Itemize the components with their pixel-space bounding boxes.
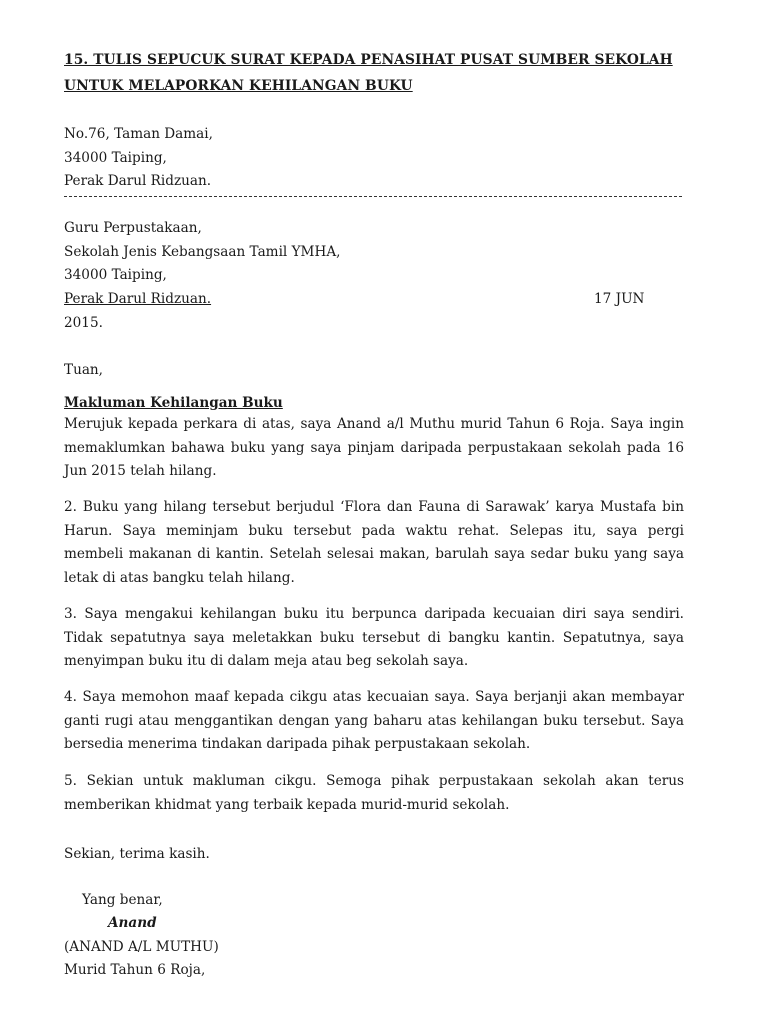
- paragraph-line: menyimpan buku itu di dalam meja atau beg sekolah saya.: [64, 653, 469, 669]
- paragraph-line: ganti rugi atau menggantikan dengan yang baharu atas kehilangan buku tersebut. Saya: [64, 712, 684, 729]
- paragraph-line: Harun. Saya meminjam buku tersebut pada waktu rehat. Selepas itu, saya pergi: [64, 522, 684, 539]
- paragraph-line: memberikan khidmat yang terbaik kepada murid-murid sekolah.: [64, 796, 510, 813]
- paragraph-line: 5. Sekian untuk makluman cikgu. Semoga pihak perpustakaan sekolah akan terus: [64, 773, 684, 789]
- paragraph-line: bersedia menerima tindakan daripada pihak perpustakaan sekolah.: [64, 736, 531, 752]
- document-title-line-1: 15. TULIS SEPUCUK SURAT KEPADA PENASIHAT PUSAT SUMBER SEKOLAH: [64, 52, 673, 68]
- salutation: Tuan,: [64, 362, 104, 378]
- class-line: Murid Tahun 6 Roja,: [64, 962, 206, 978]
- sender-address-line-1: No.76, Taman Damai,: [64, 126, 213, 142]
- paragraph-line: 3. Saya mengakui kehilangan buku itu berpunca daripada kecuaian diri saya sendiri.: [64, 606, 684, 622]
- full-name: (ANAND A/L MUTHU): [64, 939, 219, 955]
- document-title-line-2: UNTUK MELAPORKAN KEHILANGAN BUKU: [64, 78, 413, 94]
- paragraph-line: letak di atas bangku telah hilang.: [64, 569, 295, 586]
- letter-date-year: 2015.: [64, 315, 103, 331]
- recipient-address-line-2: Sekolah Jenis Kebangsaan Tamil YMHA,: [64, 244, 341, 260]
- signoff: Yang benar,: [82, 892, 163, 908]
- sender-address-line-3: Perak Darul Ridzuan.: [64, 173, 212, 189]
- sender-address-line-2: 34000 Taiping,: [64, 150, 167, 166]
- paragraph-3: [64, 603, 684, 674]
- paragraph-line: memaklumkan bahawa buku yang saya pinjam daripada perpustakaan sekolah pada 16: [64, 439, 684, 456]
- paragraph-line: 4. Saya memohon maaf kepada cikgu atas kecuaian saya. Saya berjanji akan membayar: [64, 689, 684, 705]
- paragraph-line: membeli makanan di kantin. Setelah selesai makan, barulah saya sedar buku yang saya: [64, 546, 684, 562]
- paragraph-4: [64, 686, 684, 757]
- closing-line: Sekian, terima kasih.: [64, 846, 210, 862]
- letter-subject: Makluman Kehilangan Buku: [64, 395, 283, 411]
- paragraph-line: Merujuk kepada perkara di atas, saya Anand a/l Muthu murid Tahun 6 Roja. Saya ingin: [64, 416, 684, 432]
- paragraph-5: [64, 770, 684, 817]
- signature: Anand: [108, 915, 157, 931]
- paragraph-2: [64, 496, 684, 590]
- paragraph-1: [64, 413, 684, 484]
- recipient-address-line-4: Perak Darul Ridzuan.: [64, 291, 212, 307]
- separator-line: [64, 196, 682, 197]
- recipient-address-line-1: Guru Perpustakaan,: [64, 220, 202, 236]
- paragraph-line: Tidak sepatutnya saya meletakkan buku tersebut di bangku kantin. Sepatutnya, saya: [64, 629, 684, 646]
- paragraph-line: 2. Buku yang hilang tersebut berjudul ‘Flora dan Fauna di Sarawak’ karya Mustafa bin: [64, 499, 684, 515]
- paragraph-line: Jun 2015 telah hilang.: [64, 463, 217, 479]
- letter-date: 17 JUN: [594, 291, 645, 307]
- recipient-address-line-3: 34000 Taiping,: [64, 267, 167, 283]
